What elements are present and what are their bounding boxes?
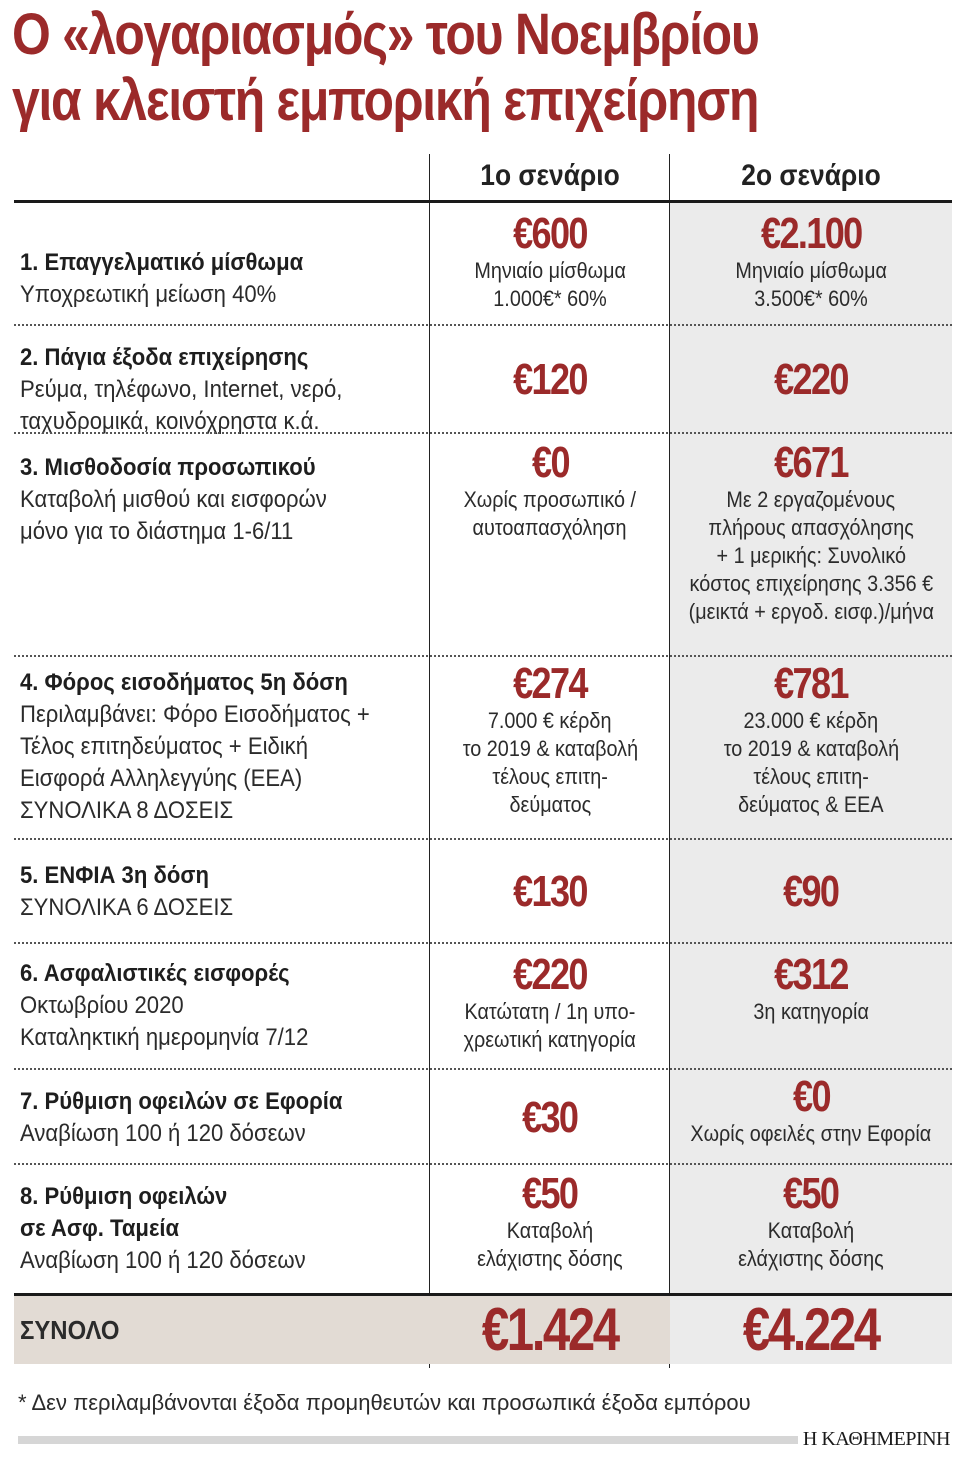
scenario-2-cell (670, 211, 952, 313)
table-row (14, 840, 952, 944)
amount-note: δεύματος & ΕΕΑ (738, 792, 884, 817)
footnote: * Δεν περιλαμβάνονται έξοδα προμηθευτών και προσωπικά έξοδα εμπόρου (18, 1390, 751, 1415)
row-label (20, 1181, 306, 1277)
publisher-brand: Η ΚΑΘΗΜΕΡΙΝΗ (802, 1428, 950, 1450)
amount-note: τέλους επιτη- (753, 764, 869, 789)
table-row (14, 203, 952, 326)
amount-note: αυτοαπασχόληση (473, 515, 627, 540)
row-detail: Αναβίωση 100 ή 120 δόσεων (20, 1247, 306, 1274)
row-label (20, 1086, 343, 1150)
row-heading: 2. Πάγια έξοδα επιχείρησης (20, 344, 309, 371)
table-row (14, 1070, 952, 1165)
amount: €120 (513, 355, 587, 404)
amount: €312 (774, 950, 848, 999)
scenario-1-cell (430, 440, 670, 542)
scenario-1-cell (430, 326, 670, 434)
total-row (14, 1296, 952, 1364)
amount-note: 1.000€* 60% (493, 286, 607, 311)
row-label (20, 342, 342, 438)
amount-note: 23.000 € κέρδη (743, 708, 879, 733)
scenario-2-cell (670, 952, 952, 1026)
amount-note: το 2019 & καταβολή (462, 736, 638, 761)
total-amount: €4.224 (743, 1296, 879, 1363)
table-row (14, 326, 952, 434)
scenario-2-cell (670, 1171, 952, 1273)
amount-note: 3η κατηγορία (753, 999, 869, 1024)
row-detail: ταχυδρομικά, κοινόχρηστα κ.ά. (20, 408, 320, 435)
amount-note: χρεωτική κατηγορία (463, 1027, 637, 1052)
amount-note: το 2019 & καταβολή (723, 736, 899, 761)
amount-note: ελάχιστης δόσης (477, 1246, 623, 1271)
amount-note: κόστος επιχείρησης 3.356 € (689, 571, 933, 596)
amount: €2.100 (760, 209, 862, 258)
amount-note: Μηνιαίο μίσθωμα (735, 258, 887, 283)
row-label (20, 958, 308, 1054)
amount-note: Μηνιαίο μίσθωμα (474, 258, 626, 283)
row-heading-cont: σε Ασφ. Ταμεία (20, 1215, 180, 1242)
total-amount: €1.424 (482, 1296, 618, 1363)
row-heading: 4. Φόρος εισοδήματος 5η δόση (20, 669, 348, 696)
scenario-1-cell (430, 661, 670, 819)
row-detail: Ρεύμα, τηλέφωνο, Internet, νερό, (20, 376, 343, 403)
amount: €90 (783, 867, 839, 916)
amount-note: (μεικτά + εργοδ. εισφ.)/μήνα (688, 599, 934, 624)
amount: €0 (531, 438, 569, 487)
row-label (20, 860, 233, 924)
amount: €671 (774, 438, 848, 487)
scenario-1-cell (430, 1171, 670, 1273)
amount-note: Καταβολή (767, 1218, 855, 1243)
scenario-2-cell (670, 661, 952, 819)
row-detail: Καταβολή μισθού και εισφορών (20, 486, 327, 513)
amount: €781 (774, 659, 848, 708)
amount-note: 3.500€* 60% (754, 286, 868, 311)
table-row (14, 434, 952, 657)
amount: €600 (513, 209, 587, 258)
amount: €220 (774, 355, 848, 404)
amount-note: δεύματος (509, 792, 591, 817)
amount: €220 (513, 950, 587, 999)
row-detail: Υποχρεωτική μείωση 40% (20, 281, 277, 308)
row-heading: 7. Ρύθμιση οφειλών σε Εφορία (20, 1088, 343, 1115)
amount-note: Χωρίς προσωπικό / (463, 487, 637, 512)
table-row (14, 944, 952, 1070)
row-heading: 8. Ρύθμιση οφειλών (20, 1183, 228, 1210)
scenario-2-cell (670, 326, 952, 434)
scenario-1-cell (430, 840, 670, 944)
amount: €130 (513, 867, 587, 916)
row-heading: 5. ΕΝΦΙΑ 3η δόση (20, 862, 209, 889)
row-label (20, 247, 303, 311)
scenario-1-cell (430, 1070, 670, 1165)
row-detail: Εισφορά Αλληλεγγύης (ΕΕΑ) (20, 765, 303, 792)
scenario-2-cell (670, 840, 952, 944)
amount-note: 7.000 € κέρδη (488, 708, 612, 733)
total-scenario-2 (670, 1296, 952, 1364)
amount-note: τέλους επιτη- (492, 764, 608, 789)
title-line-1: Ο «λογαριασμός» του Νοεμβρίου (12, 2, 759, 67)
amount: €50 (783, 1169, 839, 1218)
row-heading: 3. Μισθοδοσία προσωπικού (20, 454, 316, 481)
amount-note: ελάχιστης δόσης (738, 1246, 884, 1271)
row-detail: Αναβίωση 100 ή 120 δόσεων (20, 1120, 306, 1147)
scenario-2-cell (670, 1074, 952, 1148)
table-row (14, 1165, 952, 1293)
column-header-scenario-1: 1ο σενάριο (480, 159, 620, 192)
amount-note: Με 2 εργαζομένους (726, 487, 896, 512)
amount: €50 (522, 1169, 578, 1218)
row-heading: 6. Ασφαλιστικές εισφορές (20, 960, 290, 987)
amount: €30 (522, 1092, 578, 1142)
scenario-1-cell (430, 211, 670, 313)
row-detail: Τέλος επιτηδεύματος + Ειδική (20, 733, 308, 760)
row-detail: ΣΥΝΟΛΙΚΑ 8 ΔΟΣΕΙΣ (20, 797, 234, 824)
footer-bar (18, 1436, 798, 1444)
row-heading: 1. Επαγγελματικό μίσθωμα (20, 249, 304, 276)
row-detail: Καταληκτική ημερομηνία 7/12 (20, 1024, 309, 1051)
amount-note: Κατώτατη / 1η υπο- (464, 999, 636, 1024)
amount: €0 (792, 1072, 830, 1121)
row-detail: ΣΥΝΟΛΙΚΑ 6 ΔΟΣΕΙΣ (20, 894, 234, 921)
column-header-scenario-2: 2ο σενάριο (741, 159, 881, 192)
row-detail: Οκτωβρίου 2020 (20, 992, 184, 1019)
row-label (20, 452, 327, 548)
total-label: ΣΥΝΟΛΟ (20, 1315, 120, 1345)
row-detail: Περιλαμβάνει: Φόρο Εισοδήματος + (20, 701, 370, 728)
amount-note: + 1 μερικής: Συνολικό (716, 543, 906, 568)
scenario-2-cell (670, 440, 952, 626)
amount-note: Χωρίς οφειλές στην Εφορία (690, 1121, 932, 1146)
scenario-1-cell (430, 952, 670, 1054)
row-detail: μόνο για το διάστημα 1-6/11 (20, 518, 294, 545)
row-label (20, 667, 370, 827)
page-title (12, 2, 820, 134)
table-row (14, 657, 952, 840)
title-line-2: για κλειστή εμπορική επιχείρηση (12, 68, 759, 133)
amount: €274 (513, 659, 587, 708)
total-scenario-1 (430, 1296, 670, 1364)
amount-note: Καταβολή (506, 1218, 594, 1243)
amount-note: πλήρους απασχόλησης (708, 515, 914, 540)
